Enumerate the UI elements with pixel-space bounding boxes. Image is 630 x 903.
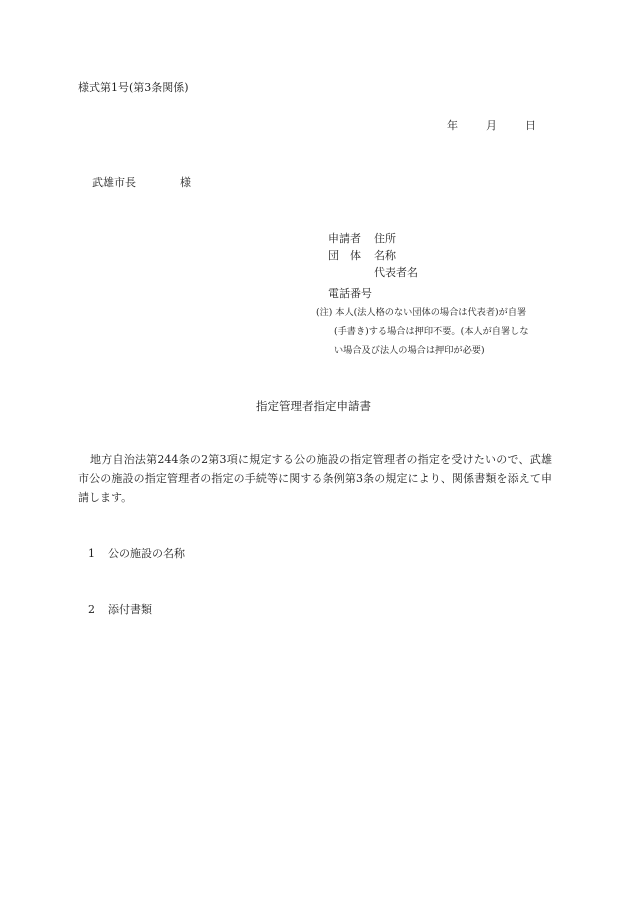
addressee — [92, 175, 191, 190]
item-attachments — [88, 602, 152, 617]
item-number: 2 — [88, 603, 95, 616]
date-year-label: 年 — [447, 119, 458, 132]
note-line-2: (手書き)する場合は押印不要。(本人が自署しな — [334, 326, 529, 337]
item-number: 1 — [88, 547, 95, 560]
date-line — [447, 118, 536, 133]
name-label: 名称 — [374, 249, 396, 262]
item-facility-name — [88, 546, 185, 561]
address-label: 住所 — [374, 232, 396, 245]
addressee-name: 武雄市長 — [92, 176, 136, 189]
form-number: 様式第1号(第3条関係) — [78, 81, 189, 94]
item-label: 添付書類 — [108, 603, 152, 616]
body-paragraph: 地方自治法第244条の2第3項に規定する公の施設の指定管理者の指定を受けたいので、武雄市公の施設の指定管理者の指定の手続等に関する条例第3条の規定により、関係書類を添えて申請します。 — [78, 453, 552, 504]
organization-label: 団 体 — [328, 249, 361, 262]
addressee-honorific: 様 — [180, 176, 191, 189]
phone-label: 電話番号 — [328, 287, 372, 300]
note-line-1: (注) 本人(法人格のない団体の場合は代表者)が自署 — [316, 307, 527, 318]
representative-label: 代表者名 — [374, 266, 418, 279]
date-month-label: 月 — [486, 119, 497, 132]
signature-note — [316, 303, 558, 360]
document-title: 指定管理者指定申請書 — [256, 399, 371, 413]
note-line-3: い場合及び法人の場合は押印が必要) — [334, 345, 485, 356]
item-label: 公の施設の名称 — [108, 547, 185, 560]
applicant-label: 申請者 — [328, 232, 361, 245]
date-day-label: 日 — [525, 119, 536, 132]
